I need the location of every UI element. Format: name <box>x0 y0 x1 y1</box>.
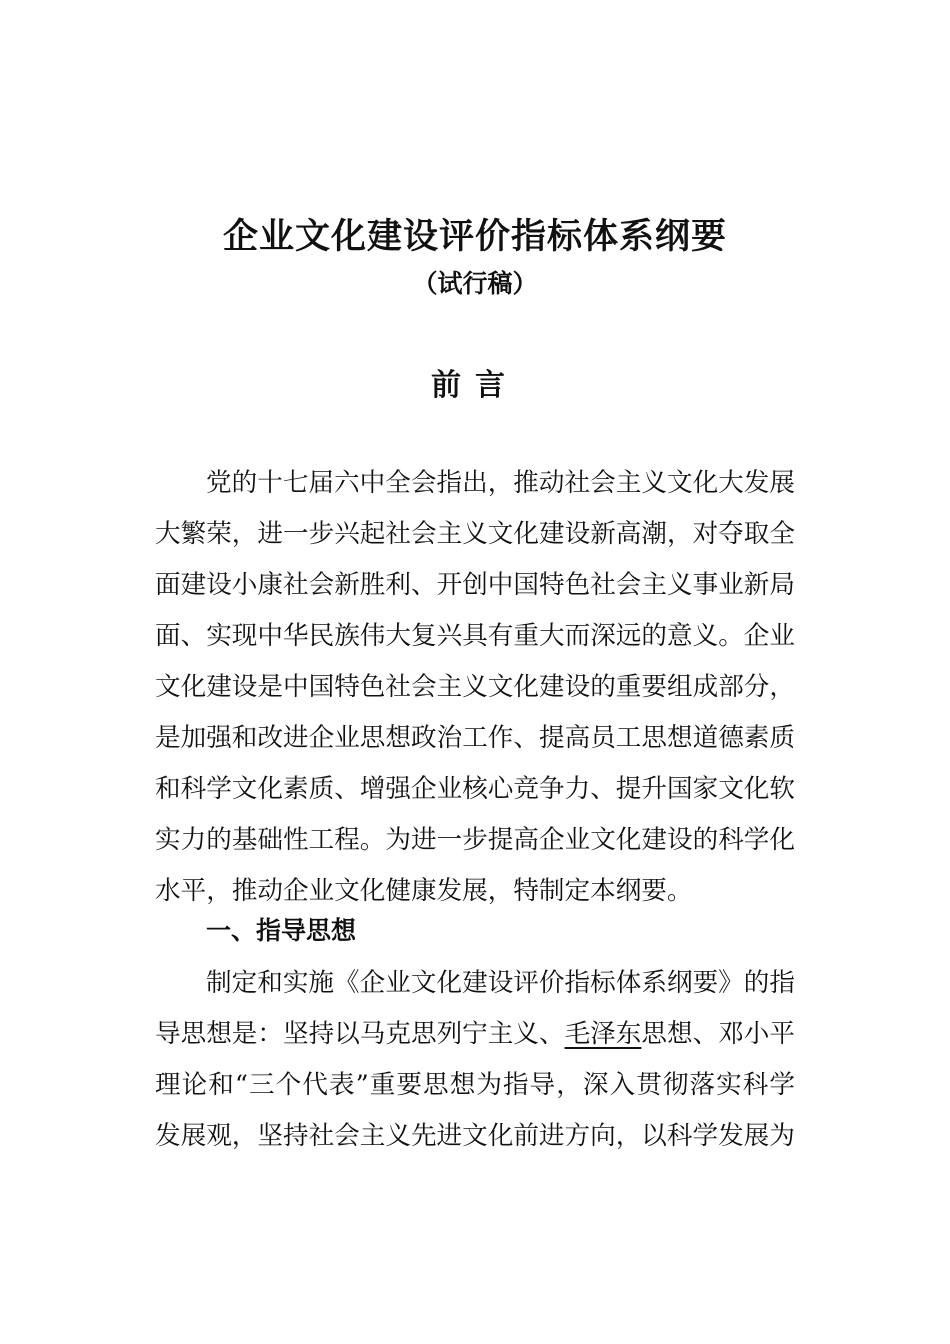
paragraph-text-after: 思想、邓小平理论和“三个代表”重要思想为指导，深入贯彻落实科学发展观，坚持社会主义先进文化前进方向，以科学发展为 <box>155 1019 795 1151</box>
document-title: 企业文化建设评价指标体系纲要 <box>222 216 727 257</box>
underlined-text: 毛泽东 <box>564 1019 642 1049</box>
paragraph-text-before: 制定和实施《企业文化建设评价指标体系纲要》的指导思想是：坚持以马克思列宁主义、 <box>155 968 795 1049</box>
preface-heading: 前言 <box>431 368 519 403</box>
guiding-ideology-paragraph <box>155 958 795 1162</box>
document-subtitle: （试行稿） <box>412 269 538 298</box>
section-heading-guiding-ideology: 一、指导思想 <box>206 916 357 945</box>
preface-paragraph: 党的十七届六中全会指出，推动社会主义文化大发展大繁荣，进一步兴起社会主义文化建设新高潮，对夺取全面建设小康社会新胜利、开创中国特色社会主义事业新局面、实现中华民族伟大复兴具有重大而深远的意义。企业文化建设是中国特色社会主义文化建设的重要组成部分，是加强和改进企业思想政治工作、提高员工思想道德素质和科学文化素质、增强企业核心竞争力、提升国家文化软实力的基础性工程。为进一步提高企业文化建设的科学化水平，推动企业文化健康发展，特制定本纲要。 <box>155 468 795 906</box>
